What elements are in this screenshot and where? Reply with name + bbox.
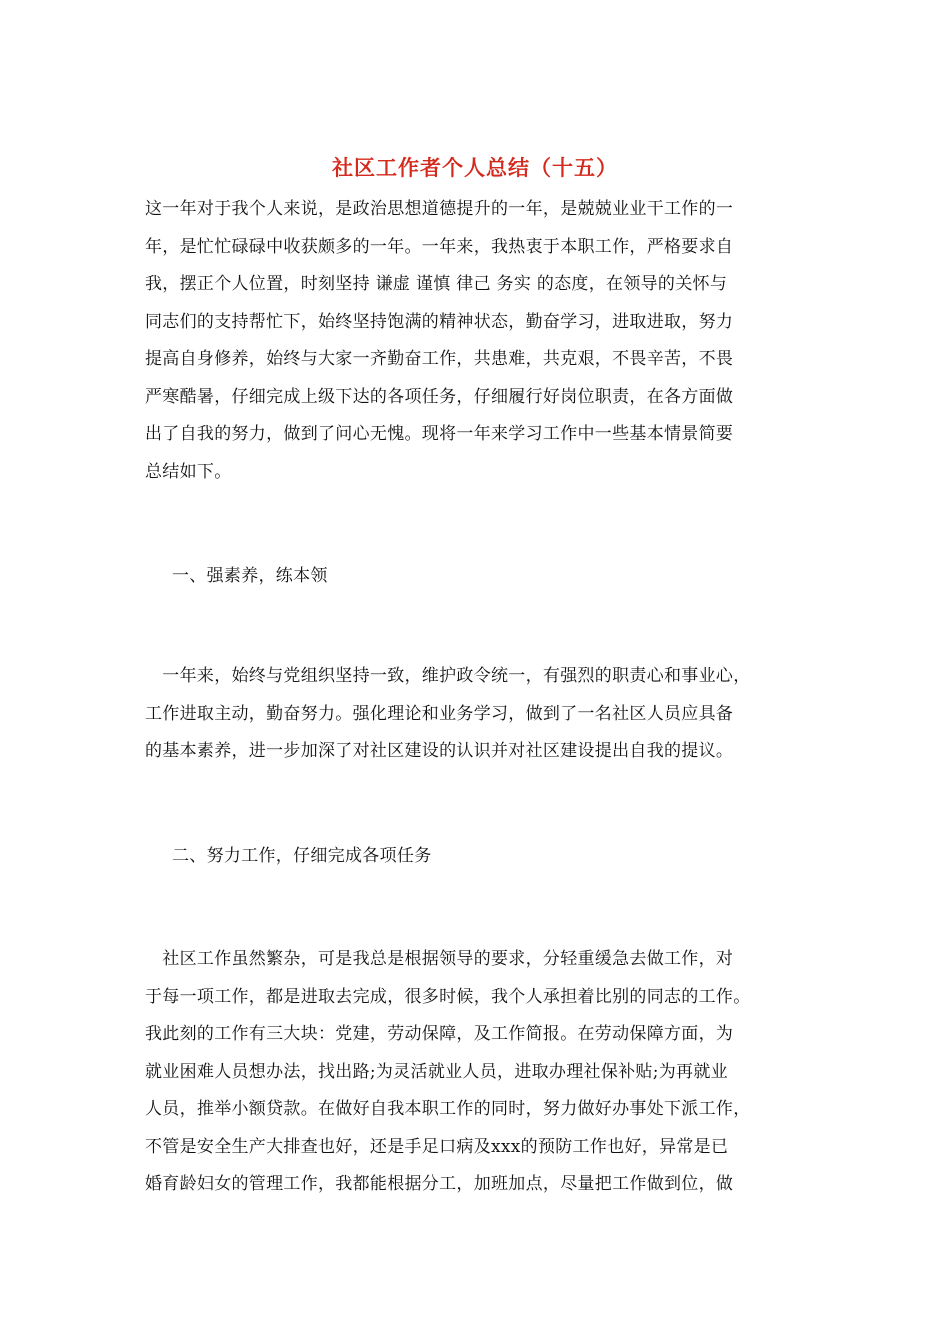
text-line: 人员，推举小额贷款。在做好自我本职工作的同时，努力做好办事处下派工作， — [145, 1099, 751, 1119]
text-line: 出了自我的努力，做到了问心无愧。现将一年来学习工作中一些基本情景简要 — [145, 424, 734, 444]
text-line: 的基本素养，进一步加深了对社区建设的认识并对社区建设提出自我的提议。 — [145, 741, 734, 761]
text-line: 总结如下。 — [145, 461, 232, 482]
text-line: 同志们的支持帮忙下，始终坚持饱满的精神状态，勤奋学习，进取进取，努力 — [145, 311, 734, 332]
text-line: 工作进取主动，勤奋努力。强化理论和业务学习，做到了一名社区人员应具备 — [145, 703, 734, 724]
text-line: 这一年对于我个人来说，是政治思想道德提升的一年，是兢兢业业干工作的一 — [145, 199, 734, 219]
text-line: 我此刻的工作有三大块：党建，劳动保障，及工作简报。在劳动保障方面，为 — [145, 1024, 734, 1044]
section-1-paragraph — [145, 658, 815, 771]
intro-paragraph — [145, 191, 815, 491]
text-line: 婚育龄妇女的管理工作，我都能根据分工，加班加点，尽量把工作做到位，做 — [145, 1174, 734, 1194]
text-line: 提高自身修养，始终与大家一齐勤奋工作，共患难，共克艰，不畏辛苦，不畏 — [145, 349, 734, 369]
text-line: 就业困难人员想办法，找出路;为灵活就业人员，进取办理社保补贴;为再就业 — [145, 1061, 728, 1082]
text-line: 我，摆正个人位置，时刻坚持 谦虚 谨慎 律己 务实 的态度，在领导的关怀与 — [145, 274, 728, 294]
text-line: 严寒酷暑，仔细完成上级下达的各项任务，仔细履行好岗位职责，在各方面做 — [145, 386, 734, 407]
section-heading-1: 一、强素养，练本领 — [172, 566, 328, 586]
text-line: 不管是安全生产大排查也好，还是手足口病及xxx的预防工作也好，异常是已 — [145, 1136, 729, 1157]
text-line: 一年来，始终与党组织坚持一致，维护政令统一，有强烈的职责心和事业心， — [145, 666, 751, 686]
document-title: 社区工作者个人总结（十五） — [332, 155, 618, 180]
text-line: 年，是忙忙碌碌中收获颇多的一年。一年来，我热衷于本职工作，严格要求自 — [145, 236, 734, 257]
section-heading-2: 二、努力工作，仔细完成各项任务 — [172, 846, 432, 866]
text-line: 社区工作虽然繁杂，可是我总是根据领导的要求，分轻重缓急去做工作，对 — [145, 949, 734, 969]
text-line: 于每一项工作，都是进取去完成，很多时候，我个人承担着比别的同志的工作。 — [145, 986, 751, 1007]
section-2-paragraph — [145, 941, 815, 1204]
